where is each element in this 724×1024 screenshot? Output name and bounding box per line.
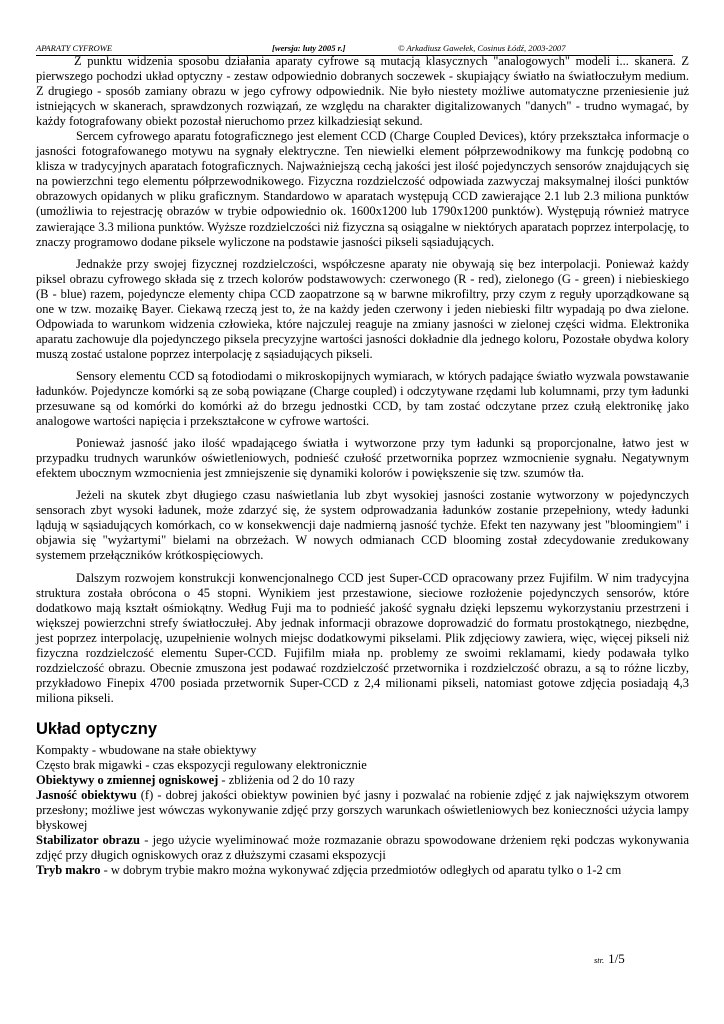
list-item: Często brak migawki - czas ekspozycji regulowany elektronicznie (36, 757, 367, 772)
section-heading: Układ optyczny (36, 719, 158, 738)
header-version: [wersja: luty 2005 r.] (272, 43, 346, 53)
paragraph-brightness: Ponieważ jasność jako ilość wpadającego światła i wytworzone przy tym ładunki są proporcjonalne, łatwo jest w przypadku trudnych warunków oświetleniowych, podnieść czułość przetwornika poprzez wzmocnienie sygnału. Negatywnym efektem ubocznym wzmocnienia jest zmniejszenie się dynamiki kolorów i powiększenie się tzw. szumów tła. (36, 436, 689, 481)
page-label: str. (594, 955, 605, 965)
page-count: 1/5 (608, 951, 625, 966)
page-number (594, 950, 625, 968)
list-item: Stabilizator obrazu - jego użycie wyeliminować może rozmazanie obrazu spowodowane drżeniem ręki podczas wykonywania zdjęć przy długich ogniskowych oraz z dłuższymi czasami ekspozycji (36, 833, 689, 863)
header-doc-title: APARATY CYFROWE (36, 43, 113, 53)
list-item: Tryb makro - w dobrym trybie makro można wykonywać zdjęcia przedmiotów odległych od aparatu tylko o 1-2 cm (36, 863, 622, 878)
list-item: Obiektywy o zmiennej ogniskowej - zbliżenia od 2 do 10 razy (36, 773, 355, 788)
paragraph-interpolation: Jednakże przy swojej fizycznej rozdzielczości, współczesne aparaty nie obywają się bez interpolacji. Ponieważ każdy piksel obrazu cyfrowego składa się z trzech kolorów podstawowych: czerwonego (R - red), zielonego (G - green) i niebieskiego (B - blue) razem, pojedyncze elementy chipa CCD zaopatrzone są w barwne mikrofiltry, przy czym z reguły uporządkowane są one w tzw. mozaikę Bayer. Ciekawą rzeczą jest to, że na każdy jeden czerwony i jeden niebieski filtr wypadają po dwa zielone. Odpowiada to warunkom widzenia człowieka, które najczulej reaguje na zmiany jasności w zielonej części widma. Elektronika aparatu zachowuje dla pojedynczego piksela precyzyjne wartości jasności dokładnie dla jednego koloru, Pozostałe obydwa kolory muszą zostać ustalone poprzez interpolację z sąsiadujących pikseli. (36, 256, 689, 361)
paragraph-sensors: Sensory elementu CCD są fotodiodami o mikroskopijnych wymiarach, w których padające światło wyzwala powstawanie ładunków. Pojedyncze komórki są ze sobą powiązane (Charge coupled) i odczytywane rzędami lub kolumnami, przy tym ładunki przesuwane są od komórki do komórki aż do brzegu jednostki CCD, by tam zostać odczytane przez czułą elektronikę jako analogowe wartości napięcia i przekształcone w cyfrowe wartości. (36, 368, 689, 429)
paragraph-intro: Z punktu widzenia sposobu działania aparaty cyfrowe są mutacją klasycznych "analogowych" modeli i... skanera. Z pierwszego pochodzi układ optyczny - zestaw odpowiednio dobranych soczewek - skupiający światło na światłoczułym medium. Z drugiego - sposób zamiany obrazu w jego cyfrowy odpowiednik. Nie było niestety możliwe automatyczne przeniesienie już istniejących w skanerach, sprawdzonych rozwiązań, ze względu na charakter digitalizowanych "danych" - trudno wymagać, by każdy fotografowany obiekt pozostał nieruchomo przez kilkadziesiąt sekund. (36, 54, 689, 129)
list-item: Kompakty - wbudowane na stałe obiektywy (36, 742, 257, 757)
header-copyright: © Arkadiusz Gawełek, Cosinus Łódź, 2003-2007 (398, 43, 566, 53)
list-item: Jasność obiektywu (f) - dobrej jakości obiektyw powinien być jasny i pozwalać na robienie zdjęć z jak największym otworem przesłony; możliwe jest wówczas wykonywanie zdjęć przy gorszych warunkach oświetleniowych bez konieczności użycia lampy błyskowej (36, 788, 689, 833)
document-body (36, 54, 689, 878)
paragraph-ccd: Sercem cyfrowego aparatu fotograficznego jest element CCD (Charge Coupled Devices), który przekształca informacje o jasności fotografowanego motywu na sygnały elektryczne. Ten niewielki element półprzewodnikowy ma funkcję podobną co klisza w tradycyjnych aparatach fotograficznych. Najważniejszą cechą jakości jest ilość pojedynczych sensorów znajdujących się na powierzchni tego elementu półprzewodnikowego. Fizyczna rozdzielczość odpowiada zazwyczaj maksymalnej ilości punktów obrazowych opidanych w pliku graficznym. Standardowo w aparatach występują CCD zawierające 2.1 lub 2.3 miliona punktów (umożliwia to rejestrację obrazów w trybie odpowiednio ok. 1600x1200 lub 1790x1200 punktów). Występują również matryce zawierające 3.3 miliona punktów. Wyższe rozdzielczości niż fizyczna są osiągalne w niektórych aparatach poprzez interpolację, to znaczy programowo dodane piksele wyliczone na podstawie jasności pikseli sąsiadujących. (36, 129, 689, 249)
paragraph-blooming: Jeżeli na skutek zbyt długiego czasu naświetlania lub zbyt wysokiej jasności zostanie wytworzony w pojedynczych sensorach zbyt wysoki ładunek, może zdarzyć się, że system odprowadzania ładunków zostanie przepełniony, wtedy ładunki lądują w sąsiadujących komórkach, co w konsekwencji daje nadmierną jasność tychże. Efekt ten nazywany jest "bloomingiem" i objawia się "wyżartymi" bielami na obrzeżach. W nowych odmianach CCD blooming został zdecydowanie zredukowany systemem przełączników krótkospięciowych. (36, 488, 689, 563)
paragraph-super-ccd: Dalszym rozwojem konstrukcji konwencjonalnego CCD jest Super-CCD opracowany przez Fujifilm. W nim tradycyjna struktura została obrócona o 45 stopni. Wynikiem jest przestawione, sieciowe rozłożenie pojedynczych sensorów, które dodatkowo mają kształt ośmiokątny. Według Fuji ma to podnieść jakość sygnału dzięki lepszemu wykorzystaniu przestrzeni i większej powierzchni strefy światłoczułej. Aby jednak informacji obrazowe doprowadzić do formatu prostokątnego, niezbędne, jest poprzez interpolację, uzupełnienie wolnych miejsc dodatkowymi pikselami. Plik zdjęciowy zawiera, więc, więcej pikseli niż fizyczna rozdzielczość elementu Super-CCD. Fujifilm miała np. problemy ze swoimi reklamami, kiedy podawała tylko rozdzielczość obrazu. Obecnie zmuszona jest podawać rozdzielczość przetwornika i rozdzielczość obrazu, a są to różne liczby, przykładowo Finepix 4700 posiada przetwornik Super-CCD z 2,4 milionami pikseli, natomiast gotowe zdjęcia posiadają 4,3 miliona pikseli. (36, 570, 689, 705)
